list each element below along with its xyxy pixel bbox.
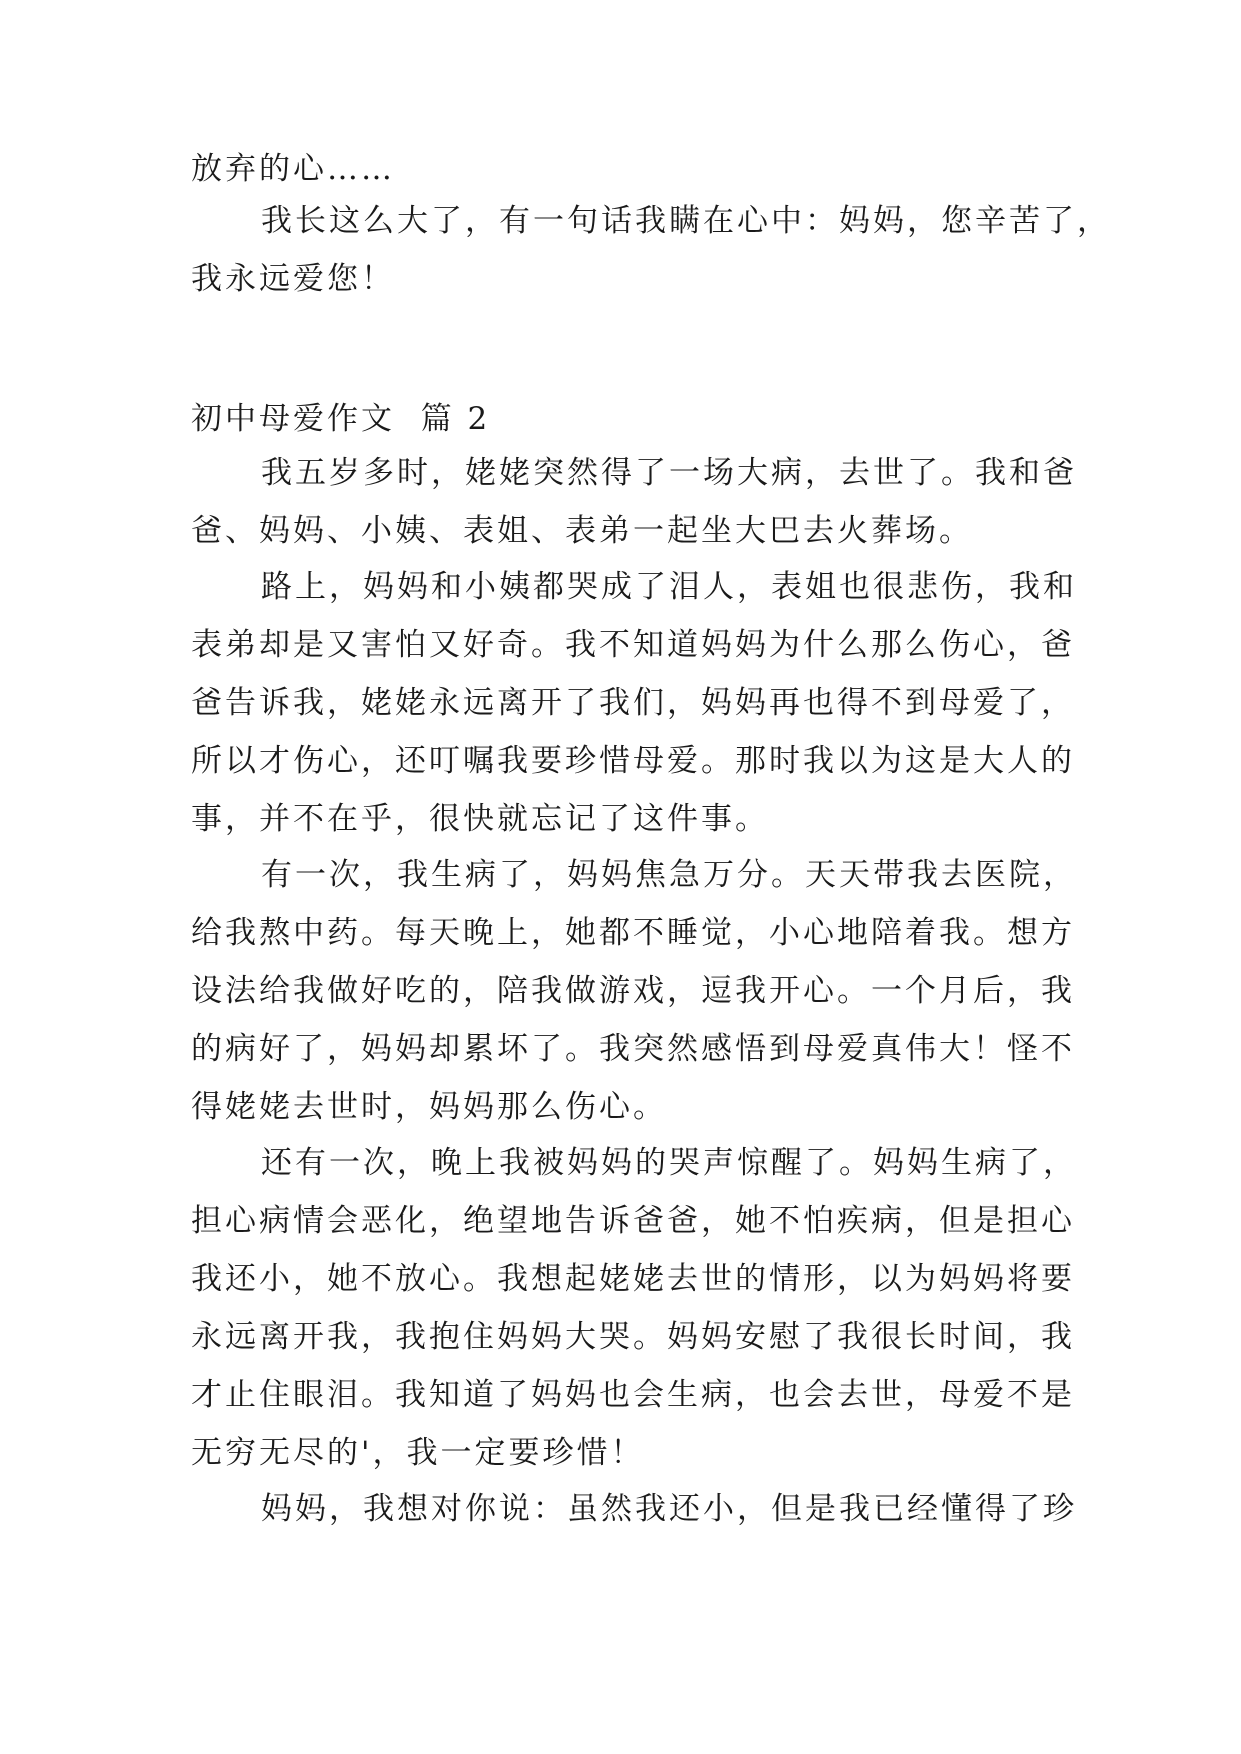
text-line: 所以才伤心，还叮嘱我要珍惜母爱。那时我以为这是大人的	[191, 743, 1075, 779]
text-line: 的病好了，妈妈却累坏了。我突然感悟到母爱真伟大！怪不	[191, 1031, 1075, 1067]
text-line: 事，并不在乎，很快就忘记了这件事。	[191, 801, 769, 837]
paragraph-1	[191, 444, 1077, 560]
text-line: 给我熬中药。每天晚上，她都不睡觉，小心地陪着我。想方	[191, 915, 1075, 951]
paragraph-5	[191, 1480, 1077, 1538]
section-heading-text: 初中母爱作文 篇 2	[191, 401, 491, 437]
paragraph-3	[191, 846, 1077, 1136]
text-line: 路上，妈妈和小姨都哭成了泪人，表姐也很悲伤，我和	[261, 569, 1077, 605]
text-line: 爸告诉我，姥姥永远离开了我们，妈妈再也得不到母爱了，	[191, 685, 1075, 721]
text-line: 我五岁多时，姥姥突然得了一场大病，去世了。我和爸	[261, 455, 1077, 491]
text-line: 妈妈，我想对你说：虽然我还小，但是我已经懂得了珍	[261, 1491, 1077, 1527]
top-fragment-line	[191, 140, 1071, 198]
text-line: 放弃的心……	[191, 151, 395, 187]
text-line: 我长这么大了，有一句话我瞒在心中：妈妈，您辛苦了，	[261, 203, 1111, 239]
text-line: 我还小，她不放心。我想起姥姥去世的情形，以为妈妈将要	[191, 1261, 1075, 1297]
text-line: 得姥姥去世时，妈妈那么伤心。	[191, 1089, 667, 1125]
text-line: 我永远爱您！	[191, 261, 395, 297]
text-line: 担心病情会恶化，绝望地告诉爸爸，她不怕疾病，但是担心	[191, 1203, 1075, 1239]
paragraph-intro	[191, 192, 1111, 308]
text-line: 爸、妈妈、小姨、表姐、表弟一起坐大巴去火葬场。	[191, 513, 973, 549]
text-line: 才止住眼泪。我知道了妈妈也会生病，也会去世，母爱不是	[191, 1377, 1075, 1413]
section-heading	[191, 390, 1071, 448]
paragraph-2	[191, 558, 1077, 848]
text-line: 有一次，我生病了，妈妈焦急万分。天天带我去医院，	[261, 857, 1077, 893]
text-line: 表弟却是又害怕又好奇。我不知道妈妈为什么那么伤心，爸	[191, 627, 1075, 663]
text-line: 还有一次，晚上我被妈妈的哭声惊醒了。妈妈生病了，	[261, 1145, 1077, 1181]
paragraph-4	[191, 1134, 1077, 1482]
text-line: 永远离开我，我抱住妈妈大哭。妈妈安慰了我很长时间，我	[191, 1319, 1075, 1355]
text-line: 无穷无尽的'，我一定要珍惜！	[191, 1435, 645, 1471]
text-line: 设法给我做好吃的，陪我做游戏，逗我开心。一个月后，我	[191, 973, 1075, 1009]
